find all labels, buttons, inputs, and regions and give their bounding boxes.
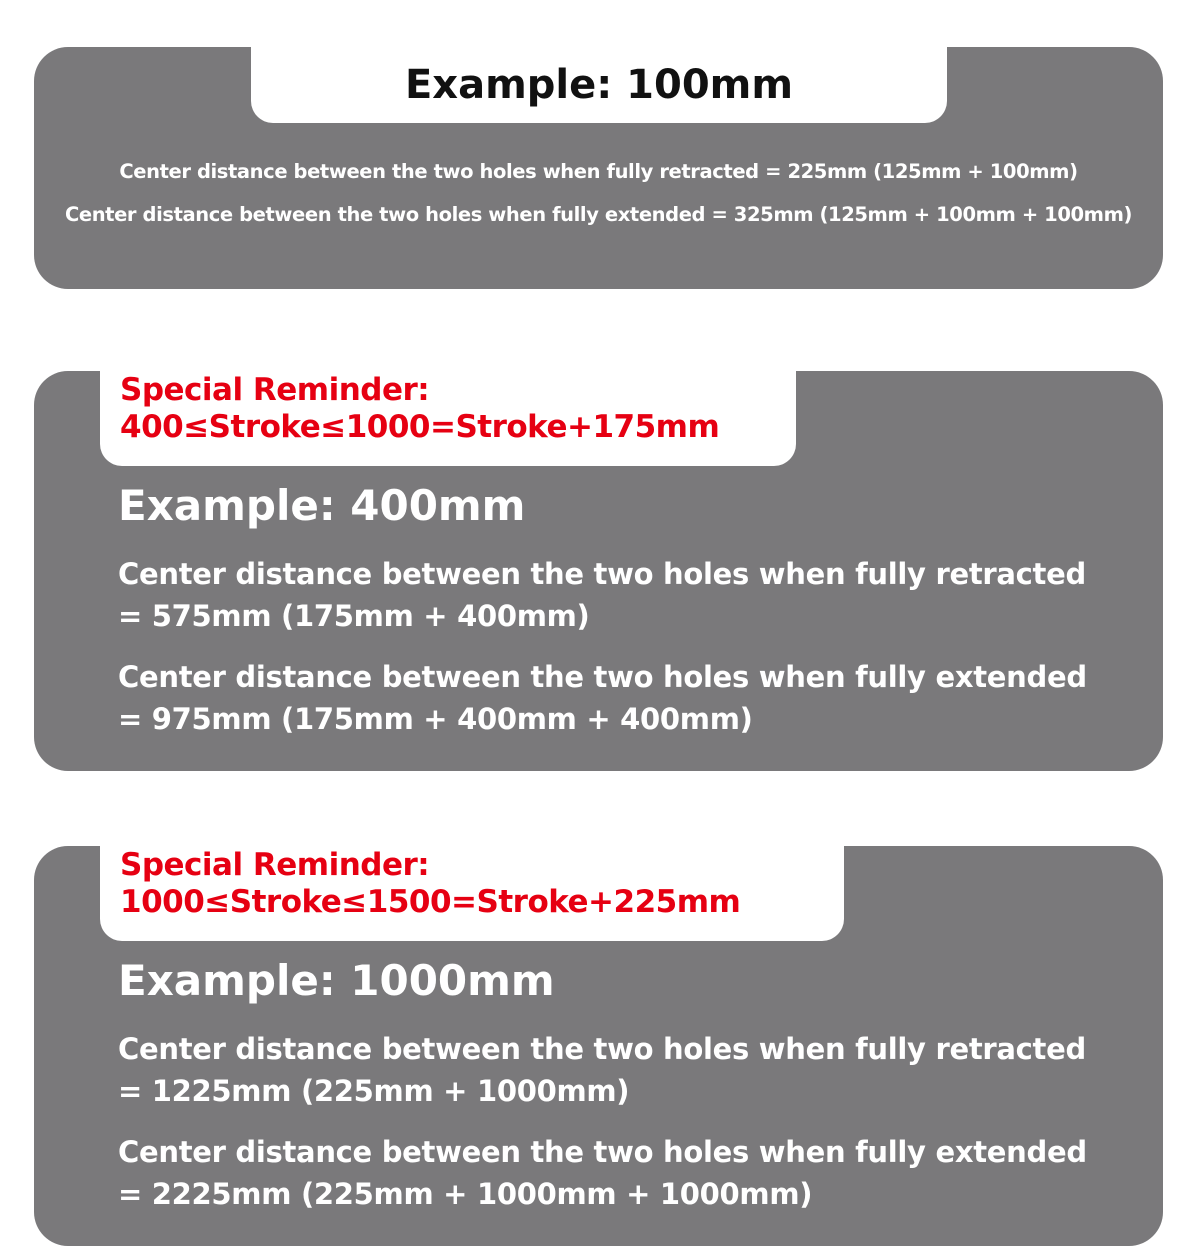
example-100mm-tab xyxy=(251,46,947,123)
special-reminder-title: Special Reminder: xyxy=(120,847,430,883)
example-100mm-title: Example: 100mm xyxy=(404,61,794,108)
retracted-distance-text xyxy=(118,553,1086,637)
example-400mm-heading: Example: 400mm xyxy=(118,481,526,530)
retracted-distance-line-1: Center distance between the two holes when fully retracted xyxy=(118,1032,1086,1066)
retracted-distance-text: Center distance between the two holes when fully retracted = 225mm (125mm + 100mm) xyxy=(119,160,1078,183)
extended-distance-text: Center distance between the two holes when fully extended = 325mm (125mm + 100mm + 100mm) xyxy=(64,203,1133,226)
extended-distance-line-1: Center distance between the two holes when fully extended xyxy=(118,660,1087,694)
example-400mm-panel xyxy=(34,371,1163,771)
example-1000mm-panel xyxy=(34,846,1163,1246)
extended-distance-text xyxy=(118,1131,1087,1215)
special-reminder-title: Special Reminder: xyxy=(120,372,430,408)
special-reminder-rule: 400≤Stroke≤1000=Stroke+175mm xyxy=(120,409,720,445)
special-reminder-tab xyxy=(100,845,844,941)
extended-distance-text xyxy=(118,656,1087,740)
extended-distance-line-1: Center distance between the two holes when fully extended xyxy=(118,1135,1087,1169)
retracted-distance-line-1: Center distance between the two holes when fully retracted xyxy=(118,557,1086,591)
retracted-distance-text xyxy=(118,1028,1086,1112)
extended-distance-line-2: = 2225mm (225mm + 1000mm + 1000mm) xyxy=(118,1177,813,1211)
special-reminder-tab xyxy=(100,370,796,466)
retracted-distance-line-2: = 575mm (175mm + 400mm) xyxy=(118,599,590,633)
special-reminder-rule: 1000≤Stroke≤1500=Stroke+225mm xyxy=(120,884,741,920)
extended-distance-line-2: = 975mm (175mm + 400mm + 400mm) xyxy=(118,702,753,736)
example-100mm-panel xyxy=(34,47,1163,289)
example-1000mm-heading: Example: 1000mm xyxy=(118,956,555,1005)
retracted-distance-line-2: = 1225mm (225mm + 1000mm) xyxy=(118,1074,630,1108)
